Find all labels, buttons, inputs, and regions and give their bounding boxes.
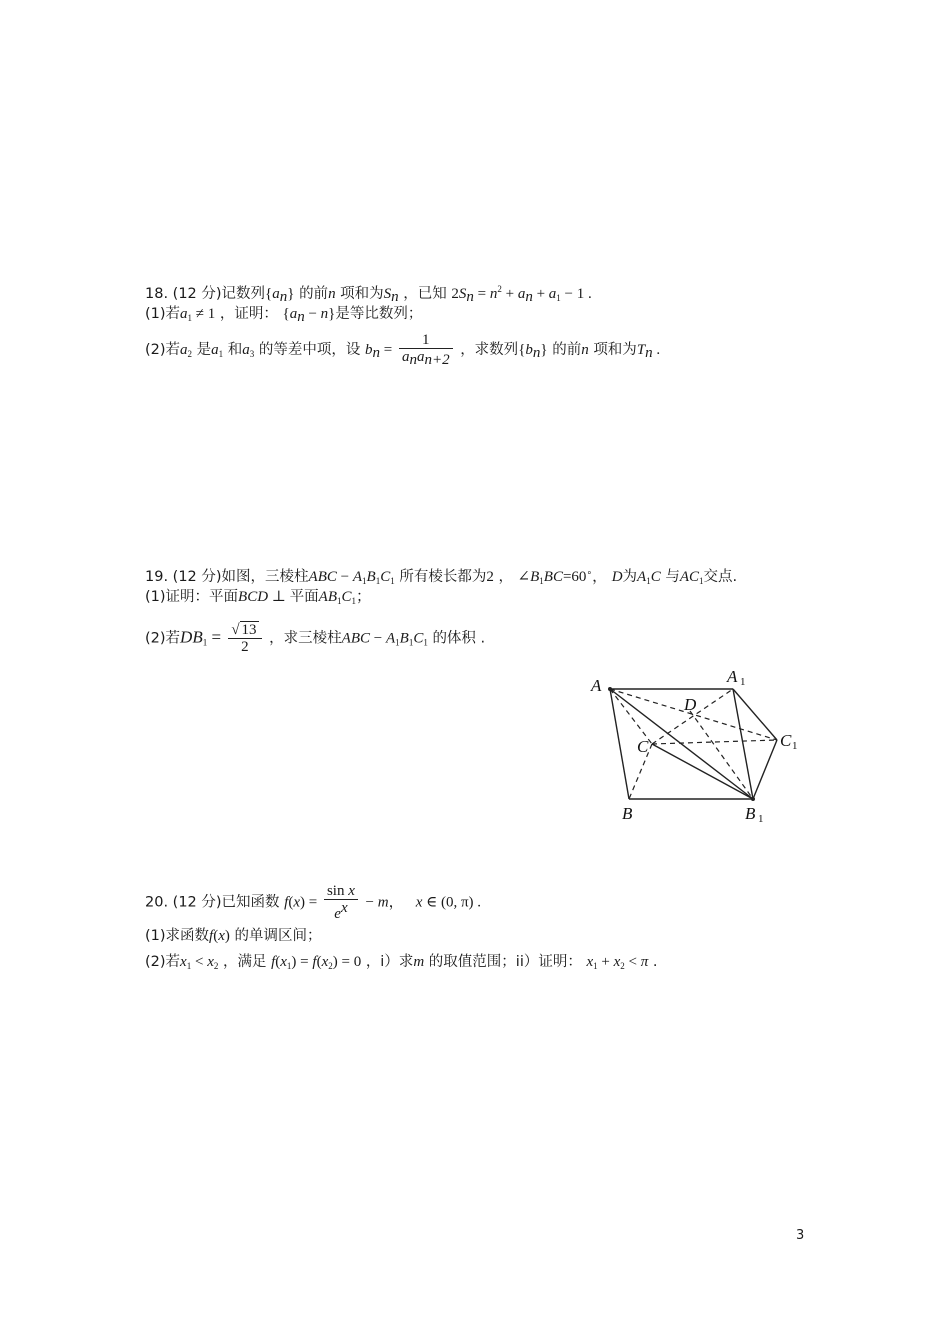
label-B1: B xyxy=(745,804,756,823)
fx-fraction: $\frac{\text{sin x}}{e^x}$ xyxy=(324,883,358,922)
label-C1-sub: 1 xyxy=(792,740,798,752)
db1-fraction: $\frac{√ 13}{2}$ xyxy=(228,622,261,655)
page-number: 3 xyxy=(796,1228,805,1243)
label-D: D xyxy=(684,695,697,714)
q19-line2: (1)证明：平面BCD ⊥ 平面$AB_1C_1$； xyxy=(145,589,372,606)
edge-A1C1 xyxy=(733,689,777,740)
label-A1-sub: 1 xyxy=(740,676,746,688)
label-C1: C xyxy=(780,731,792,750)
prism-figure xyxy=(585,665,815,835)
edge-C1B1 xyxy=(753,740,777,799)
q19-line3: (2)若$DB_1$ = $\frac{√ 13}{2}$ ，求三棱柱ABC − $A_1B_1C_1$ 的体积 . xyxy=(145,622,486,655)
q20-line3: (2)若$x_1 < x_2$ ，满足 $f(x_1) = f(x_2) = 0$ ，i）求m 的取值范围；ii）证明： $x_1 + x_2 < \pi$ . xyxy=(145,954,658,971)
q20-line2: (1)求函数f(x) 的单调区间； xyxy=(145,928,322,944)
q18-line1: 18. (12 分)记数列$\{a_n\}$ 的前n 项和为$S_n$ ，已知 $2S_n = n^2 + a_n + a_1 - 1$ . xyxy=(145,284,592,305)
edge-AB xyxy=(610,689,629,799)
label-B: B xyxy=(622,804,633,823)
label-C: C xyxy=(637,737,649,756)
edge-CB1 xyxy=(652,744,753,799)
edge-A1B1 xyxy=(733,689,753,799)
edge-AB1 xyxy=(610,689,753,799)
q19-line1: 19. (12 分)如图，三棱柱ABC − $A_1B_1C_1$ 所有棱长都为2 ， $\angle B_1BC=60^\circ$， D为$A_1C$ 与$AC_1$交点. xyxy=(145,567,738,586)
edge-CC1 xyxy=(652,740,777,744)
bn-fraction: $\frac{1}{a_na_{n+2}}$ xyxy=(399,332,453,368)
edge-DB1 xyxy=(690,711,753,799)
q18-line3: (2)若$a_2$ 是$a_1$ 和$a_3$ 的等差中项，设 $b_n$ = $\frac{1}{a_na_{n+2}}$ ，求数列$\{b_n\}$ 的前n 项和为$T_n$ . xyxy=(145,332,661,368)
label-B1-sub: 1 xyxy=(758,813,764,825)
q20-line1: 20. (12 分)已知函数 f(x) = $\frac{\text{sin x}}{e^x}$ − m， x ∈ (0, π) . xyxy=(145,883,482,922)
label-A1: A xyxy=(727,667,738,686)
q18-line2: (1)若$a_1 \ne 1$ ，证明： $\{a_n - n\}$是等比数列； xyxy=(145,306,423,325)
label-A: A xyxy=(591,676,602,695)
prism-diagram xyxy=(585,665,815,835)
